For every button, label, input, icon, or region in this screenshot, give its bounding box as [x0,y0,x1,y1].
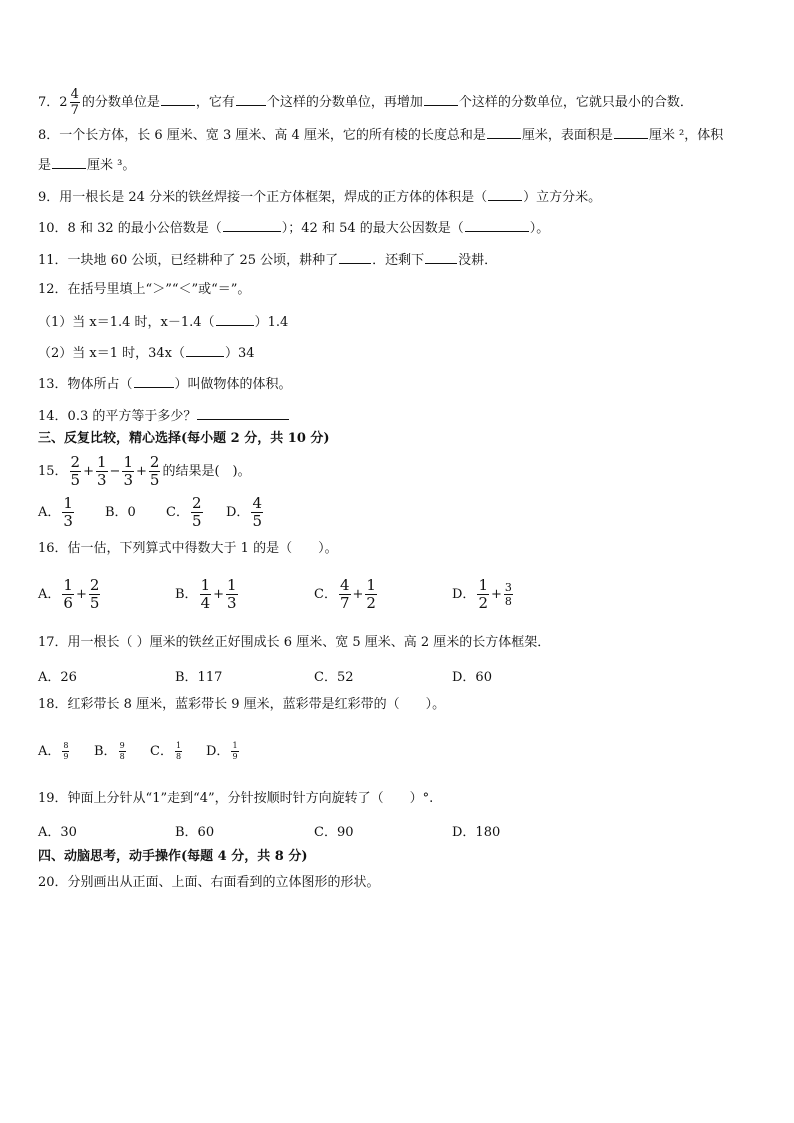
question-text: 没耕． [458,253,498,268]
question-20: 20．分别画出从正面、上面、右面看到的立体图形的形状。 [38,875,380,890]
option-c[interactable]: C．52 [314,670,354,685]
question-text: 14．0.3 的平方等于多少？ [38,409,197,424]
section-heading-4: 四、动脑思考，动手操作(每题 4 分，共 8 分) [38,849,308,864]
numerator: 2 [70,453,81,471]
answer-blank[interactable] [186,343,224,357]
option-label: B． [175,587,198,602]
denominator: 8 [175,752,182,761]
answer-blank[interactable] [465,218,529,232]
numerator: 1 [200,576,211,594]
answer-blank[interactable] [223,218,281,232]
question-text: 10．8 和 32 的最小公倍数是（ [38,221,222,236]
question-14 [38,406,290,426]
denominator: 4 [200,594,211,612]
numerator: 1 [123,453,133,471]
operator: + [136,464,147,479]
question-12: 12．在括号里填上“＞”“＜”或“＝”。 [38,282,251,297]
option-b[interactable]: B．0 [105,505,136,520]
fraction [251,496,263,529]
option-label: C． [166,505,189,520]
option-b[interactable] [94,741,128,763]
operator: + [352,587,364,602]
question-9 [38,187,601,207]
operator: + [490,587,502,602]
option-b[interactable]: B．60 [175,825,215,840]
numerator: 1 [366,576,376,594]
numerator: 4 [70,87,79,102]
option-a[interactable] [38,496,76,530]
denominator: 8 [119,752,125,761]
answer-blank[interactable] [424,92,458,106]
question-text: ）叫做物体的体积。 [174,377,292,392]
option-d[interactable] [206,741,241,763]
numerator: 2 [89,576,100,594]
question-18: 18．红彩带长 8 厘米，蓝彩带长 9 厘米，蓝彩带是红彩带的（ ）。 [38,697,446,712]
operator: + [213,587,225,602]
question-12-part-1 [38,312,288,332]
option-b[interactable] [175,578,240,612]
answer-blank[interactable] [339,250,371,264]
denominator: 5 [252,512,262,530]
numerator: 1 [478,576,488,594]
numerator: 3 [504,581,512,594]
question-15 [38,455,251,489]
option-label: D． [206,744,230,759]
question-12-part-2 [38,343,255,363]
question-number: 15． [38,464,68,479]
numerator: 1 [63,576,73,594]
numerator: 1 [232,741,238,750]
denominator: 7 [70,103,79,118]
operator: + [75,587,87,602]
question-text: 的分数单位是 [81,95,160,110]
question-17: 17．用一根长（ ）厘米的铁丝正好围成长 6 厘米、宽 5 厘米、高 2 厘米的长方体框架． [38,635,551,650]
question-16: 16．估一估，下列算式中得数大于 1 的是（ ）。 [38,541,338,556]
fraction [122,455,134,488]
denominator: 5 [89,594,100,612]
fraction [96,455,108,488]
answer-blank[interactable] [488,187,522,201]
question-text: 11．一块地 60 公顷，已经耕种了 25 公顷，耕种了 [38,253,339,268]
option-label: D． [452,587,476,602]
question-text: 厘米 ²，体积 [648,128,724,143]
numerator: 9 [119,741,125,750]
option-a[interactable] [38,578,102,612]
question-text: 的结果是( )。 [162,464,251,479]
option-c[interactable] [150,741,184,763]
numerator: 1 [97,453,107,471]
option-label: B． [94,744,117,759]
fraction [191,496,203,529]
denominator: 3 [97,471,107,489]
option-label: C． [314,587,337,602]
denominator: 5 [149,471,160,489]
option-d[interactable]: D．180 [452,825,501,840]
question-number: 7． [38,95,60,110]
denominator: 8 [504,595,512,608]
denominator: 7 [339,594,350,612]
question-text: ）34 [225,346,255,361]
denominator: 5 [70,471,81,489]
numerator: 2 [191,494,202,512]
question-11 [38,250,497,270]
section-heading-3: 三、反复比较，精心选择(每小题 2 分，共 10 分) [38,431,330,446]
numerator: 1 [175,741,182,750]
question-text: 厘米，表面积是 [521,128,613,143]
question-19: 19．钟面上分针从“1”走到“4”，分针按顺时针方向旋转了（ ）°. [38,791,434,806]
denominator: 3 [123,471,133,489]
answer-blank[interactable] [614,125,648,139]
answer-blank[interactable] [236,92,266,106]
denominator: 6 [63,594,73,612]
answer-blank[interactable] [487,125,521,139]
question-7 [38,88,693,117]
answer-blank[interactable] [134,374,174,388]
denominator: 3 [227,594,237,612]
option-label: D． [226,505,250,520]
fraction [70,88,80,117]
question-text: ，它有 [195,95,235,110]
option-label: A． [38,744,61,759]
question-text: ）立方分米。 [523,190,602,205]
mixed-whole: 2 [59,95,68,110]
operator: − [109,464,121,479]
question-text: （1）当 x＝1.4 时，x－1.4（ [38,315,215,330]
question-13 [38,374,292,394]
question-text: ．还剩下 [372,253,425,268]
denominator: 2 [366,594,376,612]
question-text: （2）当 x＝1 时，34x（ [38,346,186,361]
question-text: ）1.4 [254,315,289,330]
question-text: 厘米 ³。 [87,158,136,173]
answer-blank[interactable] [425,250,457,264]
question-text: 9．用一根长是 24 分米的铁丝焊接一个正方体框架，焊成的正方体的体积是（ [38,190,488,205]
option-label: C． [150,744,173,759]
numerator: 1 [63,494,73,512]
option-b[interactable]: B．117 [175,670,223,685]
answer-blank[interactable] [52,155,86,169]
answer-blank[interactable] [197,406,289,420]
denominator: 3 [63,512,73,530]
question-10 [38,218,549,238]
denominator: 9 [63,752,69,761]
denominator: 5 [191,512,202,530]
numerator: 4 [339,576,350,594]
option-a[interactable]: A．30 [38,825,77,840]
fraction [149,455,161,488]
question-text: ）；42 和 54 的最大公因数是（ [281,221,464,236]
question-text: 8．一个长方体，长 6 厘米、宽 3 厘米、高 4 厘米，它的所有棱的长度总和是 [38,128,486,143]
option-label: A． [38,587,61,602]
numerator: 8 [63,741,69,750]
question-8-cont [38,155,135,175]
answer-blank[interactable] [161,92,195,106]
question-8 [38,125,723,145]
numerator: 1 [227,576,237,594]
numerator: 4 [252,494,262,512]
option-a[interactable]: A．26 [38,670,77,685]
option-c[interactable] [166,496,205,530]
question-text: ）。 [529,221,550,236]
operator: + [83,464,94,479]
denominator: 2 [478,594,488,612]
option-d[interactable]: D．60 [452,670,492,685]
numerator: 2 [149,453,160,471]
question-text: 是 [38,158,52,173]
option-a[interactable] [38,741,71,763]
denominator: 9 [232,752,238,761]
question-text: 个这样的分数单位，它就只最小的合数． [458,95,693,110]
answer-blank[interactable] [216,312,254,326]
fraction [70,455,82,488]
question-text: 个这样的分数单位，再增加 [266,95,423,110]
option-c[interactable]: C．90 [314,825,354,840]
option-d[interactable] [226,496,265,530]
question-text: 13．物体所占（ [38,377,133,392]
option-label: A． [38,505,61,520]
option-c[interactable] [314,578,379,612]
option-d[interactable] [452,578,515,612]
fraction [62,496,74,529]
